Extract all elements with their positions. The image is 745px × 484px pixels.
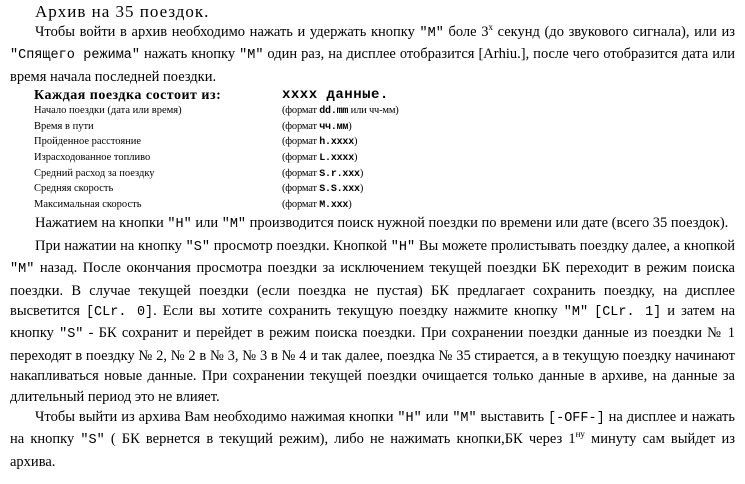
key-s-label: "S": [185, 239, 210, 255]
key-m-label: "M": [10, 262, 35, 278]
key-h-label: "H": [167, 217, 192, 233]
key-m-label: "M": [239, 48, 264, 64]
key-m-label: "M": [419, 26, 444, 41]
key-s-label: "S": [80, 433, 105, 449]
key-m-label: "M": [563, 305, 589, 320]
search-paragraph: Нажатием на кнопки "H" или "M" производится поиск нужной поездки по времени или дате (всего 35 поездок).: [35, 215, 729, 233]
table-row: Максимальная скорость (формат M.xxx): [34, 198, 352, 211]
display-clr0: [CLr. 0]: [85, 305, 154, 320]
table-header-row: [34, 87, 474, 104]
table-row: Время в пути (формат чч.мм): [34, 120, 352, 133]
trip-data-table: [34, 87, 474, 213]
exit-paragraph: Чтобы выйти из архива Вам необходимо нажимая кнопки "H" или "M" выставить [-OFF-] на дисплее и нажать на кнопку "S" ( БК вернется в текущий режим), либо не нажимать кнопки,БК через $1^{ну}$ минуту сам выйдет из архива.: [10, 409, 735, 470]
key-m-label: "M": [452, 411, 477, 427]
key-h-label: "H": [390, 239, 416, 255]
view-paragraph: При нажатии на кнопку "S" просмотр поездки. Кнопкой "H" Вы можете пролистывать поездку далее, а кнопкой "M" назад. После окончания просмотра поездки за исключением текущей поездки БК переходит в режим поиска поездки. В случае текущей поездки (если поездка не пустая) БК предлагает сохранить поездку, на дисплее высветится [CLr. 0]. Если вы хотите сохранить текущую поездку нажмите кнопку "M" [CLr. 1] и затем на кнопку "S" - БК сохранит и перейдет в режим поиска поездки. При сохранении поездки данные из поездки № 1 переходят в поездку № 2, № 2 в № 3, № 3 в № 4 и так далее, поездка № 35 стирается, а в текущую поездку начинают накапливаться новые данные. При сохранении текущей поездки очищается только данные в архиве, на данные за длительный период это не влияет.: [10, 237, 736, 405]
table-row: Израсходованное топливо (формат L.xxxx): [34, 152, 358, 164]
display-clr1: [CLr. 1]: [594, 305, 662, 320]
table-row: Средняя скорость (формат S.S.xxx): [34, 183, 364, 196]
sleep-mode-label: "Спящего режима": [10, 48, 140, 64]
key-h-label: "H": [397, 411, 422, 427]
key-s-label: "S": [59, 327, 84, 343]
display-off: [-OFF-]: [548, 411, 605, 427]
intro-paragraph: Чтобы войти в архив необходимо нажать и удержать кнопку "M" боле $3^х$ секунд (до звукового сигнала), или из "Спящего режима" нажать кнопку "M" один раз, на дисплее отобразится [Arhiu.], после чего отобразится дата или время начала последней поездки.: [10, 22, 735, 85]
table-row: Начало поездки (дата или время) (формат dd.mm или чч-мм): [34, 105, 399, 118]
table-header-left: Каждая поездка состоит из:: [34, 88, 222, 104]
table-row: Средний расход за поездку (формат S.r.xxx): [34, 167, 364, 180]
table-header-right: xxxx данные.: [282, 87, 389, 104]
key-m-label: "M": [221, 217, 247, 233]
table-row: Пройденное расстояние (формат h.xxxx): [34, 136, 358, 149]
page-title: Архив на 35 поездок.: [35, 2, 210, 21]
